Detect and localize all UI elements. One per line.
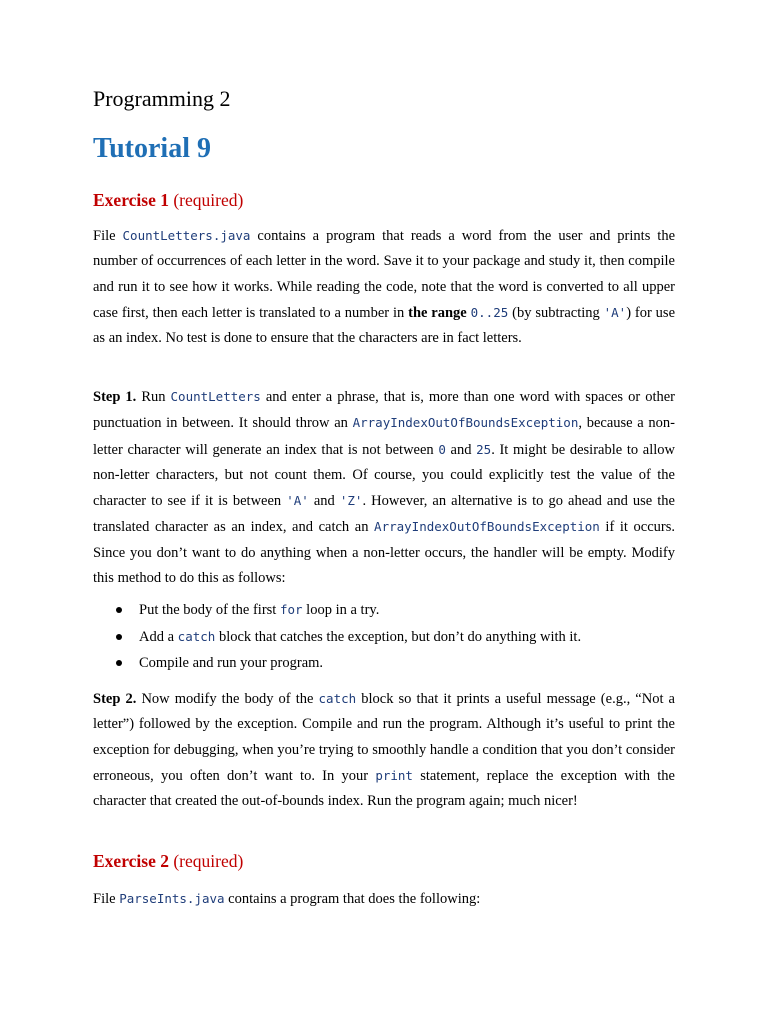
code-char: 'A' [603, 304, 627, 320]
list-item [93, 624, 675, 651]
code-range: 0..25 [470, 304, 509, 320]
text: block so that it prints a useful message (e.g., “Not a letter”) followed by the exception. Compile and run the program. Although it’s useful to print the exception for debugging, when you’re trying to smoothly handle a condition that you don’t consider erroneous, you often don’t want to. In your [93, 691, 675, 784]
code-char: 'A' [286, 493, 309, 509]
bullet-icon [116, 660, 122, 666]
bullet-icon [116, 634, 122, 640]
exercise-2-tag: (required) [173, 851, 244, 871]
text: and [445, 441, 477, 458]
text: Compile and run your program. [139, 655, 324, 671]
text: block that catches the exception, but don’t do anything with it. [215, 628, 582, 645]
text: File [93, 891, 120, 907]
bullet-icon [116, 607, 122, 613]
code-exception: ArrayIndexOutOfBoundsException [374, 519, 600, 535]
exercise-1-intro [93, 223, 675, 351]
text: contains a program that reads a word from the user and prints the number of occurrences of each letter in the word. Save it to your package and study it, then compile and run it to see how it works. While reading the code, note that the word is converted to all upper case first, then each letter is translated to a number in [93, 228, 676, 321]
text: . It might be desirable to allow non-letter characters, but not count them. Of course, you could explicitly test the value of the character to see if it is between [93, 441, 675, 510]
step-1-bullet-list [93, 597, 675, 677]
text: , because a non-letter character will generate an index that is not between [93, 415, 675, 458]
course-name: Programming 2 [93, 86, 231, 111]
code-class: CountLetters [170, 389, 261, 404]
tutorial-title: Tutorial 9 [93, 133, 211, 164]
text: . However, an alternative is to go ahead and use the translated character as an index, and catch an [93, 493, 675, 536]
step-1-label: Step 1. [93, 389, 137, 405]
code-filename: ParseInts.java [119, 891, 225, 906]
text: Now modify the body of the [136, 691, 319, 707]
code-keyword: catch [177, 628, 216, 644]
text: Add a [139, 628, 178, 645]
text: ) for use as an index. No test is done to ensure that the characters are in fact letters. [93, 304, 676, 347]
code-keyword: catch [318, 691, 357, 706]
text: (by subtracting [508, 304, 604, 321]
exercise-2-label: Exercise 2 [93, 851, 169, 871]
text: loop in a try. [302, 602, 380, 618]
exercise-1-heading [93, 188, 243, 212]
code-exception: ArrayIndexOutOfBoundsException [352, 415, 579, 431]
code-number: 0 [438, 441, 446, 457]
bold-text: the range [408, 304, 467, 321]
text: and [308, 493, 340, 510]
code-keyword: print [375, 767, 413, 783]
text: statement, replace the exception with the character that created the out-of-bounds index. Run the program again; much nicer! [93, 767, 675, 810]
text: and enter a phrase, that is, more than one word with spaces or other punctuation in between. It should throw an [93, 389, 675, 432]
step-2-label: Step 2. [93, 691, 137, 707]
text: Put the body of the first [139, 602, 280, 618]
exercise-1-tag: (required) [173, 190, 244, 210]
code-char: 'Z' [339, 493, 363, 509]
step-1-paragraph [93, 384, 675, 591]
text: contains a program that does the following: [224, 891, 481, 907]
list-item [93, 597, 675, 624]
text: Run [136, 389, 171, 405]
exercise-1-label: Exercise 1 [93, 190, 169, 210]
code-filename: CountLetters.java [122, 228, 251, 243]
text: if it occurs. Since you don’t want to do anything when a non-letter occurs, the handler will be empty. Modify this method to do this as follows: [93, 519, 675, 587]
code-keyword: for [279, 602, 303, 617]
exercise-2-heading [93, 849, 243, 873]
text: File [93, 228, 123, 244]
exercise-2-intro [93, 886, 675, 912]
list-item [93, 650, 675, 677]
step-2-paragraph [93, 686, 675, 814]
code-number: 25 [476, 441, 492, 457]
